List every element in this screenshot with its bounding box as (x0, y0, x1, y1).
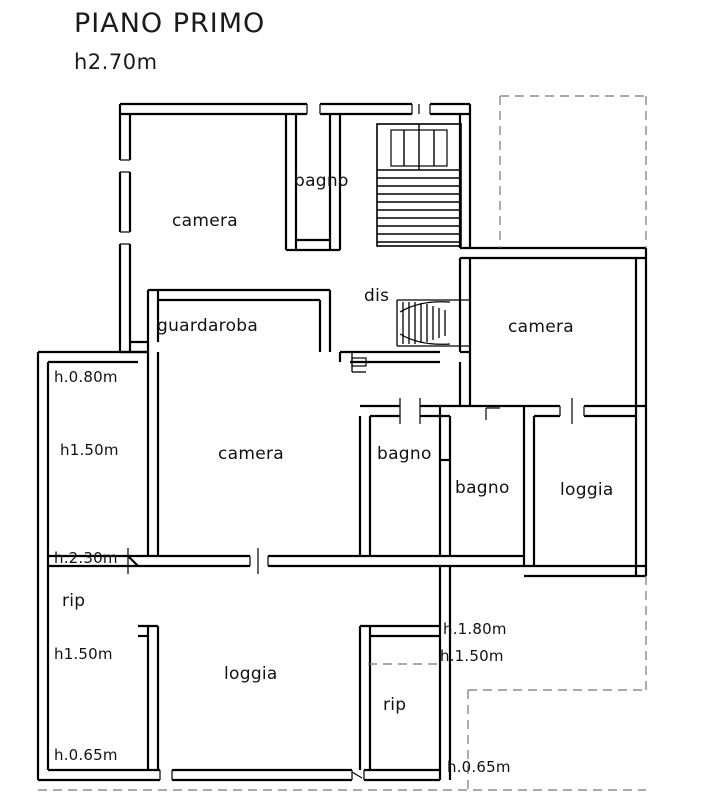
height-label: h.0.80m (54, 368, 118, 386)
room-label: rip (383, 695, 407, 715)
height-label: h.0.65m (54, 746, 118, 764)
door-openings (120, 104, 584, 780)
room-label: bagno (294, 171, 349, 191)
room-label: dis (364, 286, 390, 306)
room-label: loggia (224, 664, 278, 684)
room-label: loggia (560, 480, 614, 500)
ceiling-height-note: h2.70m (74, 50, 158, 74)
room-label: rip (62, 591, 86, 611)
room-label: guardaroba (157, 316, 259, 336)
room-label: camera (172, 211, 238, 231)
height-label: h.0.65m (447, 758, 511, 776)
height-label: h.1.50m (440, 647, 504, 665)
staircase-upper (377, 124, 461, 246)
room-label: bagno (455, 478, 510, 498)
height-label: h1.50m (60, 441, 119, 459)
height-label: h.1.80m (443, 620, 507, 638)
room-label: bagno (377, 444, 432, 464)
height-label: h.2.30m (54, 549, 118, 567)
height-label: h1.50m (54, 645, 113, 663)
page-title: PIANO PRIMO (74, 8, 266, 39)
room-label: camera (218, 444, 284, 464)
room-label: camera (508, 317, 574, 337)
fixtures (352, 358, 500, 778)
